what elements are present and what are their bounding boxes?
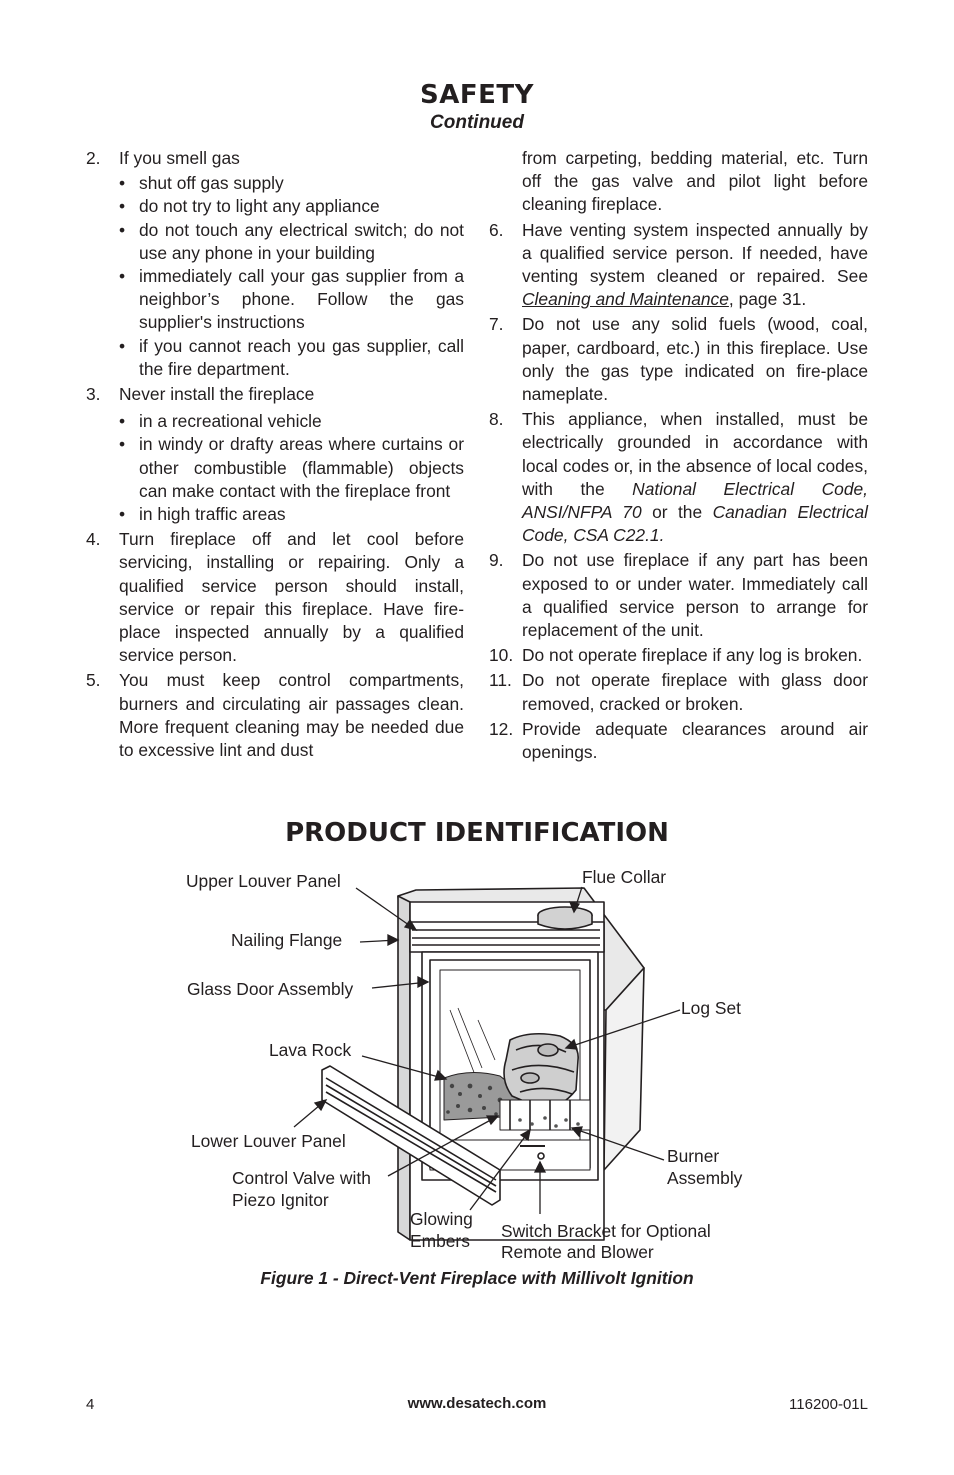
bullet-item: • in high traffic areas <box>119 504 286 525</box>
item-text: This appliance, when installed, must be electrically grounded in accordance with local codes or, in the absence of local codes, with the <box>522 409 868 499</box>
bullet-text: if you cannot reach you gas supplier, call the fire department. <box>139 335 464 379</box>
bullet-item: • do not try to light any appliance <box>119 196 380 217</box>
bullet-text: in high traffic areas <box>139 504 286 525</box>
item-number: 10. <box>489 645 514 666</box>
label-upper-louver-panel: Upper Louver Panel <box>186 871 341 891</box>
label-glass-door-assembly: Glass Door Assembly <box>187 979 354 999</box>
section-title-product-identification: PRODUCT IDENTIFICATION <box>285 818 669 848</box>
item-text: If you smell gas <box>119 148 240 168</box>
item-number: 9. <box>489 550 504 571</box>
figure-caption: Figure 1 - Direct-Vent Fireplace with Millivolt Ignition <box>260 1268 694 1288</box>
item-text: Have venting system inspected annually by a qualified service person. If needed, have venting system cleaned or repaired. See <box>522 219 868 287</box>
label-burner-assembly-line2: Assembly <box>667 1168 743 1188</box>
item-number: 3. <box>86 384 101 405</box>
item-number: 12. <box>489 718 514 739</box>
label-glowing-embers-line2: Embers <box>410 1231 470 1251</box>
item-text: Do not operate fireplace if any log is broken. <box>522 645 863 666</box>
document-code: 116200-01L <box>789 1396 868 1413</box>
bullet-text: immediately call your gas supplier from a neighbor’s phone. Follow the gas supplier's instructions <box>139 266 464 333</box>
label-switch-bracket-line2: Remote and Blower <box>501 1242 654 1262</box>
item-number: 2. <box>86 148 101 168</box>
item-number: 7. <box>489 314 504 335</box>
section-subtitle-continued: Continued <box>430 112 524 133</box>
bullet-item: • shut off gas supply <box>119 173 284 194</box>
label-flue-collar: Flue Collar <box>582 867 667 887</box>
bullet-text: in a recreational vehicle <box>139 411 322 432</box>
bullet-text: do not try to light any appliance <box>139 196 380 217</box>
item-text: Turn fireplace off and let cool before servicing, installing or repairing. Only a qualified service person should install, service or repair this fireplace. Have fire-place inspected annually by a qualified service person. <box>119 529 464 666</box>
bullet-item: • immediately call your gas supplier from a neighbor’s phone. Follow the gas supplier's instructions <box>119 266 464 333</box>
bullet-text: do not touch any electrical switch; do not use any phone in your building <box>139 219 464 263</box>
item-continuation: from carpeting, bedding material, etc. Turn off the gas valve and pilot light before cleaning fireplace. <box>522 148 868 215</box>
burner-grate <box>500 1100 590 1130</box>
item-text: Do not use any solid fuels (wood, coal, paper, cardboard, etc.) in this fireplace. Use only the gas type indicated on fire-place nameplate. <box>522 314 868 405</box>
page-number: 4 <box>86 1396 95 1413</box>
item-text: Never install the fireplace <box>119 384 315 405</box>
item-text: Do not operate fireplace with glass door removed, cracked or broken. <box>522 670 868 714</box>
item-text: or the <box>641 502 713 523</box>
bullet-text: in windy or drafty areas where curtains or other combustible (flammable) objects can make contact with the fireplace front <box>139 434 464 501</box>
label-lava-rock: Lava Rock <box>269 1040 352 1060</box>
label-log-set: Log Set <box>681 998 741 1018</box>
bullet-item: • in windy or drafty areas where curtains or other combustible (flammable) objects can make contact with the fireplace front <box>119 434 464 501</box>
item-number: 6. <box>489 219 504 240</box>
bullet-text: shut off gas supply <box>139 173 284 194</box>
label-glowing-embers-line1: Glowing <box>410 1209 473 1229</box>
label-switch-bracket-line1: Switch Bracket for Optional <box>501 1221 711 1241</box>
item-number: 11. <box>489 670 512 691</box>
item-text: Do not use fireplace if any part has been exposed to or under water. Immediately call a qualified service person to arrange for replacement of the unit. <box>522 550 868 641</box>
label-burner-assembly-line1: Burner <box>667 1146 720 1166</box>
item-text-italic: National Electrical Code, ANSI/NFPA 70 <box>522 478 868 523</box>
item-number: 8. <box>489 409 504 430</box>
bullet-item: • do not touch any electrical switch; do not use any phone in your building <box>119 219 464 263</box>
label-control-valve-line1: Control Valve with <box>232 1168 371 1188</box>
item-number: 4. <box>86 529 101 550</box>
website-link[interactable]: www.desatech.com <box>407 1395 547 1412</box>
item-number: 5. <box>86 670 101 691</box>
label-lower-louver-panel: Lower Louver Panel <box>191 1131 346 1151</box>
label-control-valve-line2: Piezo Ignitor <box>232 1190 329 1210</box>
bullet-item: • if you cannot reach you gas supplier, call the fire department. <box>119 335 464 379</box>
section-title-safety: SAFETY <box>420 80 534 110</box>
item-text: , page 31. <box>728 289 807 310</box>
label-nailing-flange: Nailing Flange <box>231 930 343 950</box>
item-text: You must keep control compartments, burners and circulating air passages clean. More frequent cleaning may be needed due to excessive lint and dust <box>119 670 464 761</box>
item-text: Provide adequate clearances around air openings. <box>522 718 868 763</box>
cross-reference-link[interactable]: Cleaning and Maintenance <box>522 289 729 310</box>
item-text-italic: Canadian Electrical Code, CSA C22.1. <box>522 502 868 546</box>
bullet-item: • in a recreational vehicle <box>119 411 322 432</box>
